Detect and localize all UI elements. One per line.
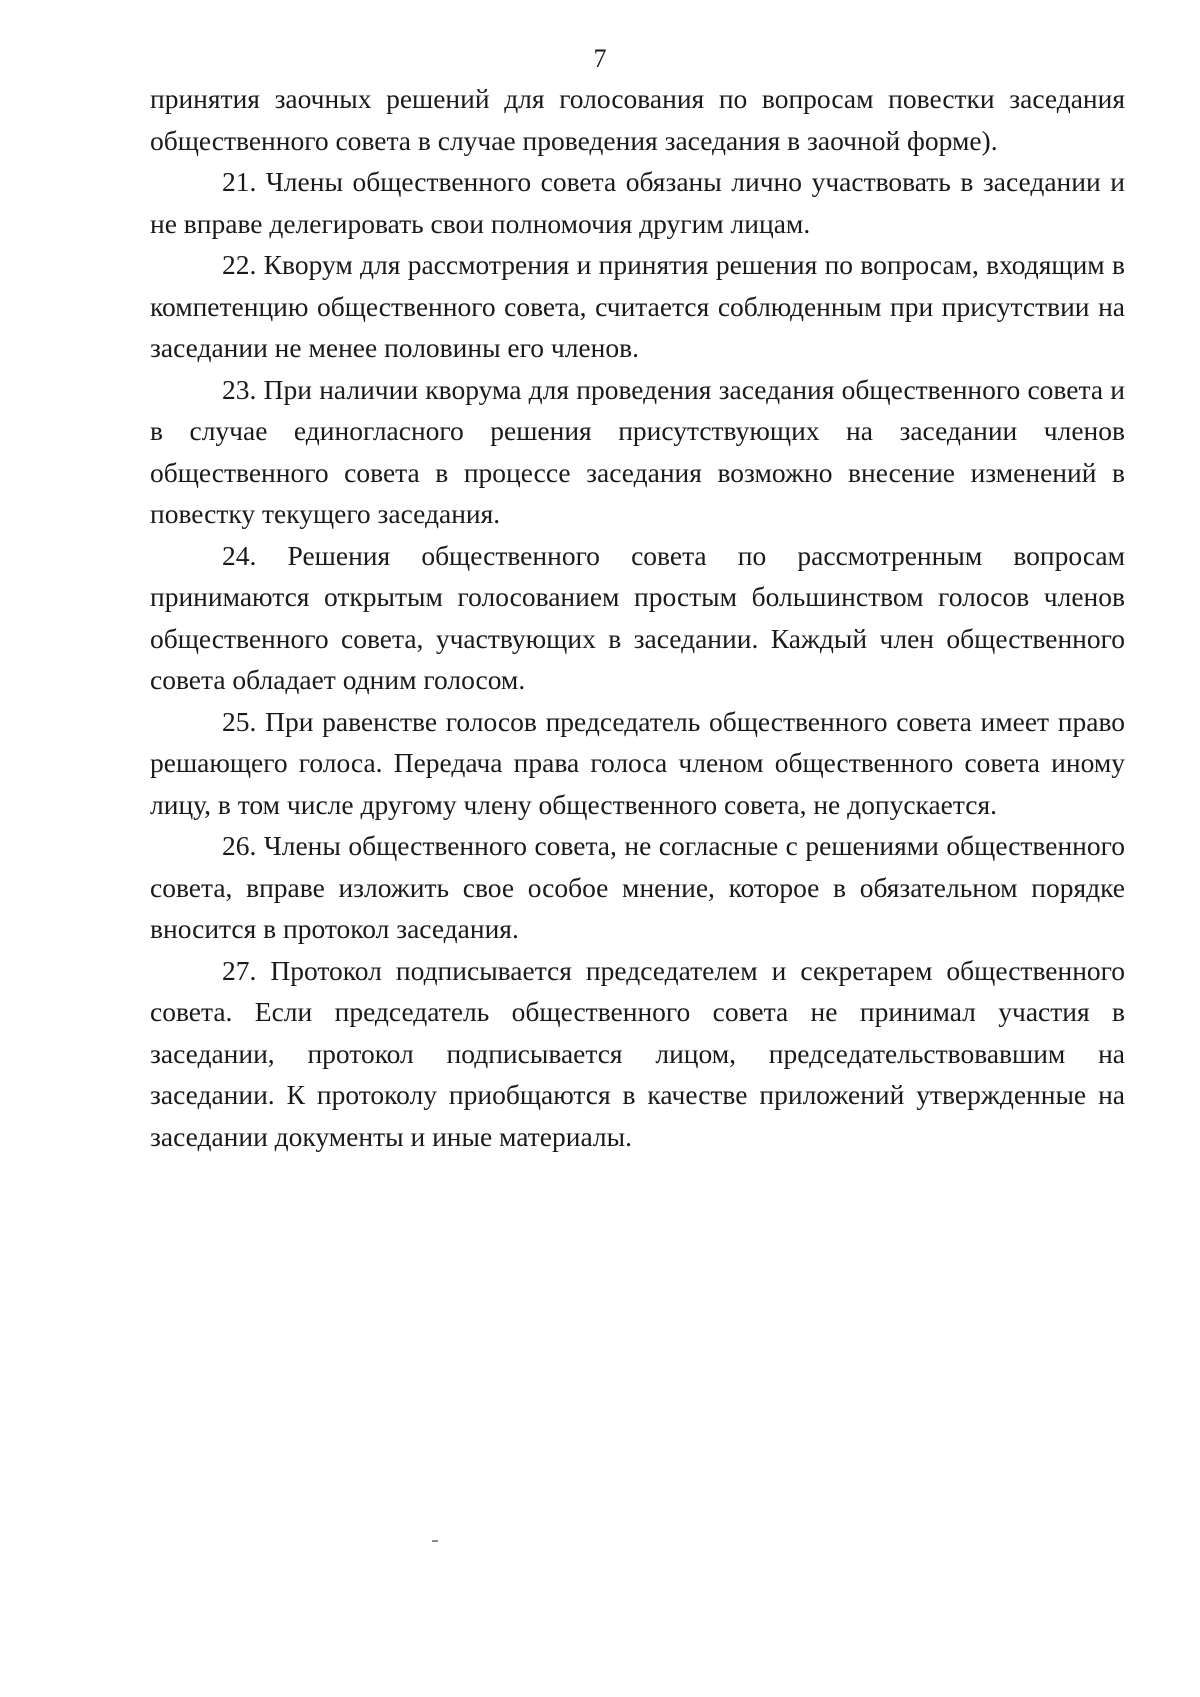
paragraph-23: 23. При наличии кворума для проведения заседания общественного совета и в случае единогласного решения присутствующих на заседании членов общественного совета в процессе заседания возможно внесение изменений в повестку текущего заседания. — [150, 373, 1125, 529]
paragraph-25: 25. При равенстве голосов председатель общественного совета имеет право решающего голоса. Передача права голоса членом общественного совета иному лицу, в том числе другому члену общественного совета, не допускается. — [150, 705, 1125, 820]
paragraph-22: 22. Кворум для рассмотрения и принятия решения по вопросам, входящим в компетенцию общественного совета, считается соблюденным при присутствии на заседании не менее половины его членов. — [150, 249, 1125, 363]
scan-speck — [432, 1540, 438, 1542]
paragraph-continuation: принятия заочных решений для голосования по вопросам повестки заседания общественного совета в случае проведения заседания в заочной форме). — [150, 83, 1125, 156]
document-body — [150, 78, 1125, 1157]
paragraph-27: 27. Протокол подписывается председателем и секретарем общественного совета. Если председатель общественного совета не принимал участия в заседании, протокол подписывается лицом, председательствовавшим на заседании. К протоколу приобщаются в качестве приложений утвержденные на заседании документы и иные материалы. — [150, 954, 1125, 1152]
paragraph-26: 26. Члены общественного совета, не согласные с решениями общественного совета, вправе изложить свое особое мнение, которое в обязательном порядке вносится в протокол заседания. — [150, 830, 1125, 944]
paragraph-21: 21. Члены общественного совета обязаны лично участвовать в заседании и не вправе делегировать свои полномочия другим лицам. — [150, 166, 1125, 239]
paragraph-24: 24. Решения общественного совета по рассмотренным вопросам принимаются открытым голосованием простым большинством голосов членов общественного совета, участвующих в заседании. Каждый член общественного совета обладает одним голосом. — [150, 539, 1125, 695]
page-number: 7 — [593, 44, 607, 73]
